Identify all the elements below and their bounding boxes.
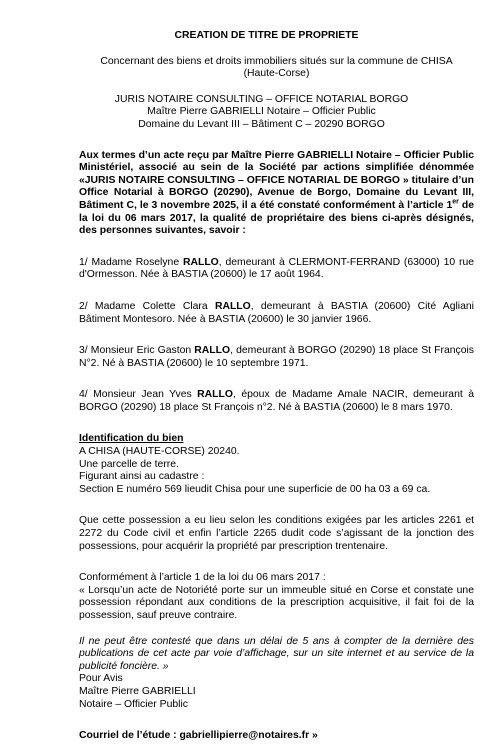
conformement-quote: « Lorsqu’un acte de Notoriété porte sur un immeuble situé en Corse et constate une possession répondant aux conditions de la prescription acquisitive, il fait foi de la possession, sauf preuve contraire. <box>79 584 474 621</box>
property-line-1: A CHISA (HAUTE-CORSE) 20240. <box>79 446 240 458</box>
office-line-2: Maître Pierre GABRIELLI Notaire – Officier Public <box>147 106 376 118</box>
office-block <box>49 94 474 132</box>
contest-paragraph: Il ne peut être contesté que dans un délai de 5 ans à compter de la dernière des publications de cet acte par voie d’affichage, sur un site internet et au service de la publicité foncière. » <box>79 635 474 672</box>
intro-line-1: Concernant des biens et droits immobiliers situés sur la commune de CHISA <box>100 55 453 67</box>
document-title: CREATION DE TITRE DE PROPRIETE <box>174 30 359 41</box>
property-block <box>79 433 474 496</box>
property-heading: Identification du bien <box>79 433 184 445</box>
office-line-3: Domaine du Levant III – Bâtiment C – 20290 BORGO <box>138 118 385 130</box>
possession-paragraph: Que cette possession a eu lieu selon les conditions exigées par les articles 2261 et 2272 du Code civil et enfin l’article 2265 dudit code s’agissant de la jonction des possessions, pour acquérir la propriété par prescription trentenaire. <box>79 515 474 552</box>
owner-1-rest: , demeurant à CLERMONT-FERRAND (63000) 10 rue d'Ormesson. Née à BASTIA (20600) le 17 août 1964. <box>79 256 475 281</box>
owner-2-rest: , demeurant à BASTIA (20600) Cité Agliani Bâtiment Montesoro. Née à BASTIA (20600) le 30 janvier 1966. <box>79 300 474 325</box>
owner-4-rest: , époux de Madame Amale NACIR, demeurant à BORGO (20290) 18 place St François n°2. Né à BASTIA (20600) le 8 mars 1970. <box>79 389 475 413</box>
main-paragraph-part-1: Aux termes d’un acte reçu par Maître Pierre GABRIELLI Notaire – Officier Public Ministériel, associé au sein de la Société par actions simplifiée dénommée «JURIS NOTAIRE CONSULTING – OFFICE NOTARIAL DE BORGO » titulaire d’un Office Notarial à BORGO (20290), Avenue de Borgo, Domaine du Levant III, Bâtiment C, le 3 novembre 2025, il a été constaté conformément à l’article 1 <box>79 149 474 211</box>
study-email: Courriel de l’étude : gabriellipierre@notaires.fr » <box>79 730 318 742</box>
owner-1 <box>79 257 474 282</box>
owner-4-surname: RALLO <box>197 389 233 401</box>
conformement-line: Conformément à l’article 1 de la loi du 06 mars 2017 : <box>79 572 326 584</box>
owner-4-prefix: 4/ Monsieur Jean Yves <box>79 389 198 401</box>
property-line-2: Une parcelle de terre. <box>79 458 179 470</box>
owner-2-surname: RALLO <box>214 300 251 312</box>
closing-block <box>79 673 474 711</box>
property-line-3: Figurant ainsi au cadastre : <box>79 471 205 483</box>
main-paragraph-sup: er <box>452 198 459 206</box>
closing-line-1: Pour Avis <box>79 673 123 685</box>
owner-2 <box>79 301 474 326</box>
owner-4 <box>79 389 474 414</box>
owner-2-prefix: 2/ Madame Colette Clara <box>79 300 215 312</box>
office-line-1: JURIS NOTAIRE CONSULTING – OFFICE NOTARIAL BORGO <box>114 93 409 105</box>
intro-block <box>49 56 474 81</box>
closing-line-3: Notaire – Officier Public <box>79 698 188 710</box>
closing-line-2: Maître Pierre GABRIELLI <box>79 685 196 697</box>
owner-3-prefix: 3/ Monsieur Eric Gaston <box>79 345 195 357</box>
main-paragraph-part-2: de la loi du 06 mars 2017, la qualité de propriétaire des biens ci-après désignés, des personnes suivantes, savoir : <box>79 199 474 237</box>
intro-line-2: (Haute-Corse) <box>243 68 310 80</box>
owner-3-surname: RALLO <box>194 345 231 357</box>
owner-1-surname: RALLO <box>182 256 219 268</box>
owner-3-rest: , demeurant à BORGO (20290) 18 place St François N°2. Né à BASTIA (20600) le 10 septembre 1971. <box>79 345 474 369</box>
owner-3 <box>79 345 474 370</box>
main-paragraph <box>79 150 474 238</box>
property-line-4: Section E numéro 569 lieudit Chisa pour une superficie de 00 ha 03 a 69 ca. <box>79 483 431 495</box>
conformement-block <box>79 572 474 622</box>
owner-1-prefix: 1/ Madame Roselyne <box>79 256 183 268</box>
